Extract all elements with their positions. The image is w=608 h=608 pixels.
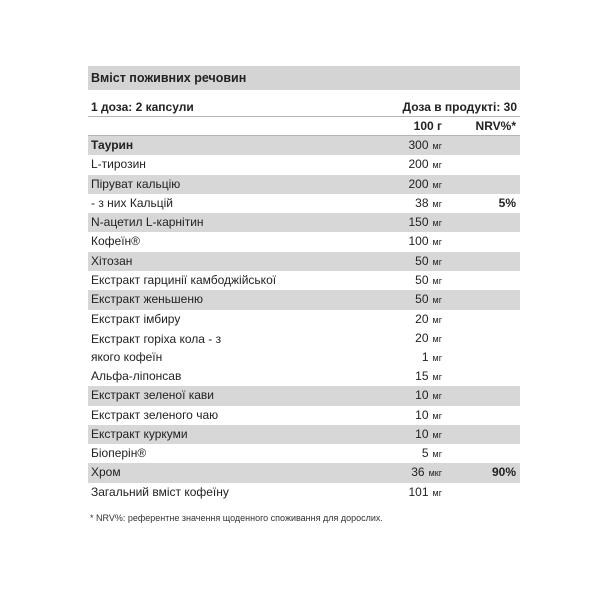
amount-unit: мг xyxy=(432,295,442,306)
amount-unit: мг xyxy=(432,487,442,498)
amount-value: 10 xyxy=(415,407,429,422)
amount-value: 200 xyxy=(408,157,429,172)
nrv-value: 90% xyxy=(491,465,516,480)
amount-unit: мг xyxy=(432,391,442,402)
nutrient-amount xyxy=(422,444,442,464)
table-row xyxy=(88,463,520,482)
nutrient-rows xyxy=(88,367,520,502)
nutrient-name: L-тирозин xyxy=(91,157,146,172)
nutrient-name: Екстракт зеленої кави xyxy=(91,388,214,403)
table-row xyxy=(88,194,520,213)
nutrient-amount xyxy=(415,406,442,426)
table-row xyxy=(88,232,520,251)
table-row xyxy=(88,310,520,329)
nutrient-name: Екстракт зеленого чаю xyxy=(91,407,219,422)
nutrient-amount xyxy=(415,367,442,387)
amount-value: 200 xyxy=(408,176,429,191)
amount-unit: мкг xyxy=(428,468,442,479)
table-row xyxy=(88,175,520,194)
table-title: Вміст поживних речовин xyxy=(88,66,520,90)
serving-size: 1 доза: 2 капсули xyxy=(91,100,194,114)
nutrient-amount xyxy=(415,310,442,330)
amount-unit: мг xyxy=(432,371,442,382)
nutrient-amount xyxy=(415,194,442,214)
amount-value: 5 xyxy=(421,446,429,461)
amount-value: 50 xyxy=(415,292,429,307)
amount-unit: мг xyxy=(432,218,442,229)
nutrient-name: Екстракт женьшеню xyxy=(91,292,203,307)
nutrient-amount xyxy=(415,290,442,310)
amount-value: 20 xyxy=(415,311,429,326)
amount-value: 100 xyxy=(408,234,429,249)
nutrient-amount xyxy=(415,386,442,406)
table-row xyxy=(88,406,520,425)
column-header-row xyxy=(88,117,520,136)
nutrient-name xyxy=(91,330,341,366)
nutrient-name: Екстракт імбиру xyxy=(91,311,181,326)
table-row-kola xyxy=(88,329,520,367)
nutrient-rows xyxy=(88,136,520,329)
table-row xyxy=(88,271,520,290)
nutrient-amount xyxy=(422,348,442,367)
table-row xyxy=(88,213,520,232)
servings-per-container: Доза в продукті: 30 xyxy=(402,100,517,114)
nutrient-amount xyxy=(408,155,442,175)
amount-value: 1 xyxy=(421,349,429,364)
nutrient-name: Альфа-ліпонсав xyxy=(91,368,182,383)
footnote: * NRV%: референтне значення щоденного споживання для дорослих. xyxy=(90,513,383,523)
nutrient-name-line1: Екстракт горіха кола - з xyxy=(91,331,222,346)
amount-value: 20 xyxy=(415,330,429,345)
nutrient-amount xyxy=(415,425,442,445)
amount-unit: мг xyxy=(432,237,442,248)
nutrient-name: Таурин xyxy=(91,138,134,152)
table-row xyxy=(88,367,520,386)
amount-unit: мг xyxy=(432,410,442,421)
nutrient-amount xyxy=(408,483,442,503)
amount-value: 15 xyxy=(415,368,429,383)
amount-column-header: 100 г xyxy=(413,119,442,133)
amount-unit: мг xyxy=(432,449,442,460)
spacer xyxy=(88,90,520,99)
amount-unit: мг xyxy=(432,179,442,190)
table-row xyxy=(88,136,520,155)
amount-unit: мг xyxy=(432,198,442,209)
nutrition-table xyxy=(88,66,520,502)
table-row xyxy=(88,155,520,174)
nutrient-amount xyxy=(408,175,442,195)
amount-unit: мг xyxy=(432,160,442,171)
nutrient-name: - з них Кальцій xyxy=(91,195,173,210)
nrv-value: 5% xyxy=(498,195,516,210)
amount-value: 150 xyxy=(408,215,429,230)
table-row xyxy=(88,290,520,309)
amount-value: 50 xyxy=(415,273,429,288)
nutrient-amount xyxy=(408,136,442,156)
amount-unit: мг xyxy=(432,256,442,267)
amount-value: 50 xyxy=(415,253,429,268)
nutrient-name-line2: якого кофеїн xyxy=(91,349,163,364)
nutrient-name: Загальний вміст кофеїну xyxy=(91,484,229,499)
nutrient-name: Кофеїн® xyxy=(91,234,141,249)
amount-value: 101 xyxy=(408,484,429,499)
amount-unit: мг xyxy=(432,276,442,287)
amount-value: 38 xyxy=(415,195,429,210)
nutrient-name: Біоперін® xyxy=(91,446,147,461)
nutrient-amount xyxy=(408,232,442,252)
nutrient-name: Хром xyxy=(91,465,121,480)
nutrient-name: N-ацетил L-карнітин xyxy=(91,215,204,230)
table-row xyxy=(88,444,520,463)
nutrient-amount xyxy=(408,213,442,233)
amount-unit: мг xyxy=(432,141,442,151)
nutrient-name: Піруват кальцію xyxy=(91,176,181,191)
nutrient-amount xyxy=(411,463,442,483)
table-row xyxy=(88,252,520,271)
nutrient-name: Хітозан xyxy=(91,253,133,268)
nutrient-name: Екстракт куркуми xyxy=(91,426,188,441)
amount-value: 10 xyxy=(415,426,429,441)
nutrient-name: Екстракт гарцинії камбоджійської xyxy=(91,273,277,288)
dose-row xyxy=(88,99,520,117)
amount-value: 36 xyxy=(411,465,425,480)
nutrient-amount xyxy=(415,271,442,291)
table-row xyxy=(88,386,520,405)
amount-value: 300 xyxy=(408,138,429,152)
nutrient-amount xyxy=(415,329,442,348)
amount-unit: мг xyxy=(432,429,442,440)
table-row xyxy=(88,425,520,444)
nrv-column-header: NRV%* xyxy=(475,119,516,133)
amount-unit: мг xyxy=(432,352,442,363)
nutrient-amount xyxy=(415,252,442,272)
table-row xyxy=(88,483,520,502)
amount-unit: мг xyxy=(432,333,442,344)
amount-value: 10 xyxy=(415,388,429,403)
amount-unit: мг xyxy=(432,314,442,325)
